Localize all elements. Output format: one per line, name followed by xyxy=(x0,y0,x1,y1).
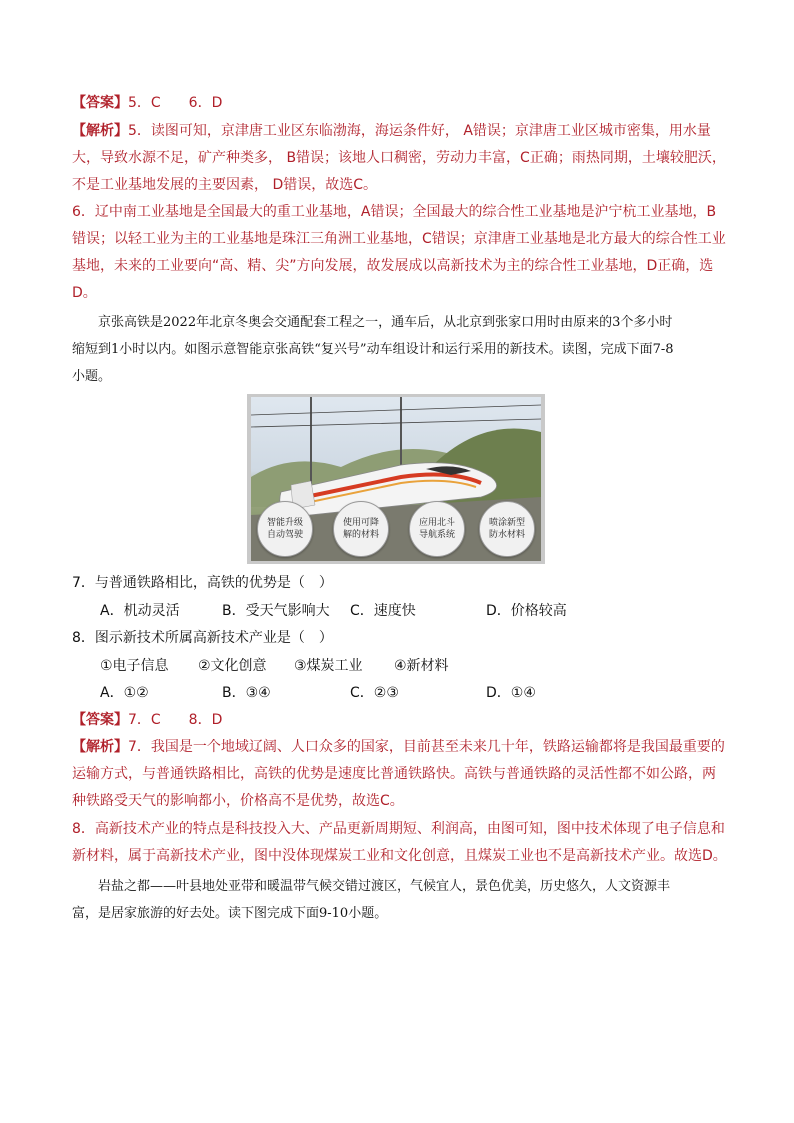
analysis-7-line1: 【解析】7．我国是一个地域辽阔、人口众多的国家，目前甚至未来几十年，铁路运输都将是我国最重要的 xyxy=(72,739,725,755)
option-c: C．速度快 xyxy=(350,603,416,619)
analysis-label: 【解析】 xyxy=(72,123,128,139)
option-c: C．②③ xyxy=(350,685,399,701)
tech-bubble-autonomous: 智能升级 自动驾驶 xyxy=(257,501,313,557)
question-7-stem: 7．与普通铁路相比，高铁的优势是（ ） xyxy=(72,575,333,591)
analysis-6-line3: 基地，未来的工业要向“高、精、尖”方向发展，故发展成以高新技术为主的综合性工业基地，D正确，选 xyxy=(72,258,714,274)
option-d: D．①④ xyxy=(486,685,536,701)
question-8-stem: 8．图示新技术所属高新技术产业是（ ） xyxy=(72,630,333,646)
analysis-7-line3: 种铁路受天气的影响都小，价格高不是优势，故选C。 xyxy=(72,793,404,809)
option-a: A．①② xyxy=(100,685,149,701)
option-d: D．价格较高 xyxy=(486,603,567,619)
answer-5-6 xyxy=(72,90,732,116)
analysis-5-line2: 大，导致水源不足，矿产种类多， B错误；该地人口稠密，劳动力丰富，C正确；雨热同期，土壤较肥沃， xyxy=(72,150,726,166)
answer-label: 【答案】 xyxy=(72,95,128,111)
analysis-8-line1: 8．高新技术产业的特点是科技投入大、产品更新周期短、利润高，由图可知，图中技术体现了电子信息和 xyxy=(72,821,725,837)
intro-7-8-line3: 小题。 xyxy=(72,369,112,384)
train-photo xyxy=(251,397,541,561)
tech-bubble-degradable: 使用可降 解的材料 xyxy=(333,501,389,557)
option-b: B．受天气影响大 xyxy=(222,603,330,619)
intro-9-10-line1: 岩盐之都——叶县地处亚带和暖温带气候交错过渡区，气候宜人，景色优美，历史悠久，人文资源丰 xyxy=(98,879,671,894)
item-2: ②文化创意 xyxy=(198,658,267,674)
option-b: B．③④ xyxy=(222,685,271,701)
analysis-5-line3: 不是工业基地发展的主要因素， D错误，故选C。 xyxy=(72,177,378,193)
analysis-6-line2: 错误；以轻工业为主的工业基地是珠江三角洲工业基地，C错误；京津唐工业基地是北方最大的综合性工业 xyxy=(72,231,726,247)
analysis-5-line1: 【解析】5．读图可知，京津唐工业区东临渤海，海运条件好， A错误；京津唐工业区城市密集，用水量 xyxy=(72,123,711,139)
tech-bubble-beidou: 应用北斗 导航系统 xyxy=(409,501,465,557)
analysis-8-line2: 新材料，属于高新技术产业，图中没体现煤炭工业和文化创意，且煤炭工业也不是高新技术产业。故选D。 xyxy=(72,848,727,864)
answer-text: 7．C 8．D xyxy=(128,712,223,728)
analysis-label: 【解析】 xyxy=(72,739,128,755)
intro-7-8-line2: 缩短到1小时以内。如图示意智能京张高铁“复兴号”动车组设计和运行采用的新技术。读图，完成下面7-8 xyxy=(72,342,674,357)
item-4: ④新材料 xyxy=(394,658,449,674)
analysis-6-line1: 6．辽中南工业基地是全国最大的重工业基地，A错误；全国最大的综合性工业基地是沪宁杭工业基地，B xyxy=(72,204,717,220)
item-3: ③煤炭工业 xyxy=(294,658,363,674)
intro-7-8-line1: 京张高铁是2022年北京冬奥会交通配套工程之一，通车后，从北京到张家口用时由原来的3个多小时 xyxy=(98,315,673,330)
analysis-6-line4: D。 xyxy=(72,285,97,301)
answer-7-8 xyxy=(72,707,732,733)
answer-text: 5．C 6．D xyxy=(128,95,223,111)
option-a: A．机动灵活 xyxy=(100,603,180,619)
item-1: ①电子信息 xyxy=(100,658,169,674)
tech-bubble-waterproof: 喷涂新型 防水材料 xyxy=(479,501,535,557)
high-speed-train-figure xyxy=(247,394,545,564)
answer-label: 【答案】 xyxy=(72,712,128,728)
analysis-7-line2: 运输方式，与普通铁路相比，高铁的优势是速度比普通铁路快。高铁与普通铁路的灵活性都不如公路，两 xyxy=(72,766,716,782)
intro-9-10-line2: 富，是居家旅游的好去处。读下图完成下面9-10小题。 xyxy=(72,906,388,921)
